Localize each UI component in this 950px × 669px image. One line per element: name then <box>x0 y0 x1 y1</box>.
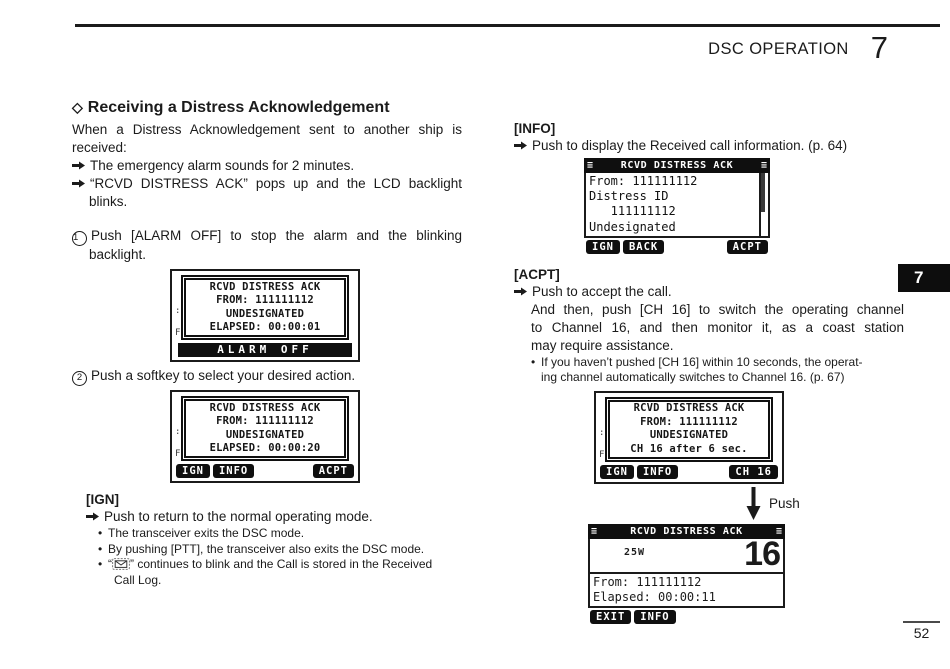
softkey-info: INFO <box>213 464 254 478</box>
acpt-detail: And then, push [CH 16] to switch the operating channel to Channel 16, and then monitor it, as a coast station may require assistance. <box>531 301 904 353</box>
arrow-bullet-icon <box>72 179 85 188</box>
lcd-screen-call-info <box>584 158 770 254</box>
bullet-rcvd-popup: “RCVD DISTRESS ACK” pops up and the LCD backlight blinks. <box>72 175 462 211</box>
step-2-number: 2 <box>72 371 87 386</box>
lcd-background-fragment: F <box>175 449 181 459</box>
push-label: Push <box>769 496 800 512</box>
lcd-popup-text <box>181 275 349 340</box>
step-1-number: 1 <box>72 231 87 246</box>
lcd-screen-channel-16 <box>588 524 785 624</box>
softkey-back: BACK <box>623 240 664 254</box>
chapter-number: 7 <box>870 30 888 65</box>
header-rule <box>75 24 940 27</box>
softkey-info: INFO <box>634 610 675 624</box>
acpt-note: • If you haven’t pushed [CH 16] within 10 seconds, the operat- ing channel automatically switches to Channel 16. (p. 67) <box>531 354 863 385</box>
softkey-acpt: ACPT <box>727 240 768 254</box>
lcd-elapsed: Elapsed: 00:00:11 <box>593 589 716 604</box>
ign-note-2: • By pushing [PTT], the transceiver also exits the DSC mode. <box>98 541 425 556</box>
lcd-designation: UNDESIGNATED <box>649 429 729 442</box>
lcd-scrollbar <box>761 173 770 238</box>
lcd-from: FROM: 111111112 <box>216 294 314 306</box>
bullet-alarm-sounds: The emergency alarm sounds for 2 minutes. <box>72 157 462 175</box>
lcd-call-details <box>588 574 785 608</box>
softkey-ch16: CH 16 <box>729 465 778 479</box>
lcd-screen-alarm-off <box>170 269 360 362</box>
arrow-bullet-icon <box>72 161 85 170</box>
softkey-acpt: ACPT <box>313 464 354 478</box>
left-column <box>72 99 462 588</box>
info-label: [INFO] <box>514 121 556 136</box>
intro-paragraph: When a Distress Acknowledgement sent to another ship is received: <box>72 122 462 155</box>
right-column <box>514 120 904 624</box>
ign-label: [IGN] <box>86 492 119 507</box>
diamond-icon: ◇ <box>72 99 83 115</box>
step-2: 2 Push a softkey to select your desired action. <box>72 367 462 386</box>
ign-note-3: • “ ” continues to blink and the Call is stored in the Received Call Log. <box>98 557 433 587</box>
lcd-popup-text <box>181 396 349 461</box>
lcd-designation: UNDESIGNATED <box>225 428 305 441</box>
chapter-tab-number: 7 <box>914 268 924 287</box>
lcd-channel-area <box>588 534 785 574</box>
lcd-from: From: 111111112 <box>593 574 702 589</box>
lcd-title: RCVD DISTRESS ACK <box>633 402 745 415</box>
lcd-elapsed: ELAPSED: 00:00:01 <box>209 321 321 333</box>
softkey-info: INFO <box>637 465 678 479</box>
lcd-from: FROM: 111111112 <box>640 415 738 428</box>
lcd-from: FROM: 111111112 <box>216 415 314 427</box>
lcd-title-bar <box>584 158 770 173</box>
ign-section <box>86 491 462 588</box>
ign-note-1: • The transceiver exits the DSC mode. <box>98 526 305 540</box>
ign-action: Push to return to the normal operating mode. <box>86 508 462 526</box>
lcd-elapsed: ELAPSED: 00:00:20 <box>209 442 321 454</box>
section-heading: ◇ Receiving a Distress Acknowledgement <box>72 99 390 116</box>
lcd-background-fragment: F <box>175 328 181 338</box>
lcd-title: RCVD DISTRESS ACK <box>620 160 734 171</box>
section-title: DSC OPERATION <box>708 40 849 58</box>
menu-icon: ≡ <box>775 525 782 537</box>
arrow-bullet-icon <box>86 512 99 521</box>
softkey-exit: EXIT <box>590 610 631 624</box>
arrow-bullet-icon <box>514 287 527 296</box>
footer-rule <box>903 621 940 623</box>
lcd-background-fragment: F <box>599 449 605 460</box>
push-indicator <box>746 486 904 522</box>
lcd-channel-number: 16 <box>744 534 780 573</box>
lcd-background-fragment: : <box>599 427 605 438</box>
mail-icon <box>112 558 130 570</box>
lcd-title: RCVD DISTRESS ACK <box>209 280 321 293</box>
down-arrow-icon <box>746 487 761 521</box>
lcd-background-fragment: : <box>175 306 181 316</box>
menu-icon: ≡ <box>760 160 767 171</box>
lcd-title: RCVD DISTRESS ACK <box>209 401 321 414</box>
step-1: 1 Push [ALARM OFF] to stop the alarm and the blinking backlight. <box>73 228 462 262</box>
lcd-background-fragment: : <box>175 427 181 437</box>
menu-icon: ≡ <box>587 160 594 171</box>
lcd-power-level: 25W <box>624 546 646 558</box>
chapter-side-tab <box>898 264 950 292</box>
menu-icon: ≡ <box>591 525 598 537</box>
softkey-ign: IGN <box>586 240 620 254</box>
page-header <box>0 30 888 65</box>
lcd-screen-select-action <box>170 390 360 483</box>
lcd-title: RCVD DISTRESS ACK <box>630 525 743 537</box>
info-action: Push to display the Received call information. (p. 64) <box>514 137 904 155</box>
lcd-elapsed: CH 16 after 6 sec. <box>630 442 748 455</box>
arrow-bullet-icon <box>514 141 527 150</box>
lcd-screen-ch16-countdown <box>594 391 784 484</box>
page-number: 52 <box>913 625 930 641</box>
acpt-action: Push to accept the call. <box>514 283 904 301</box>
lcd-info-lines: From: 111111112 Distress ID 111111112 Undesignated <box>584 173 761 238</box>
lcd-scrollbar-thumb <box>761 173 765 212</box>
lcd-popup-text <box>605 397 773 462</box>
softkey-alarm-off: ALARM OFF <box>178 343 352 357</box>
softkey-ign: IGN <box>176 464 210 478</box>
lcd-designation: UNDESIGNATED <box>225 307 305 320</box>
acpt-label: [ACPT] <box>514 266 560 282</box>
softkey-ign: IGN <box>600 465 634 479</box>
